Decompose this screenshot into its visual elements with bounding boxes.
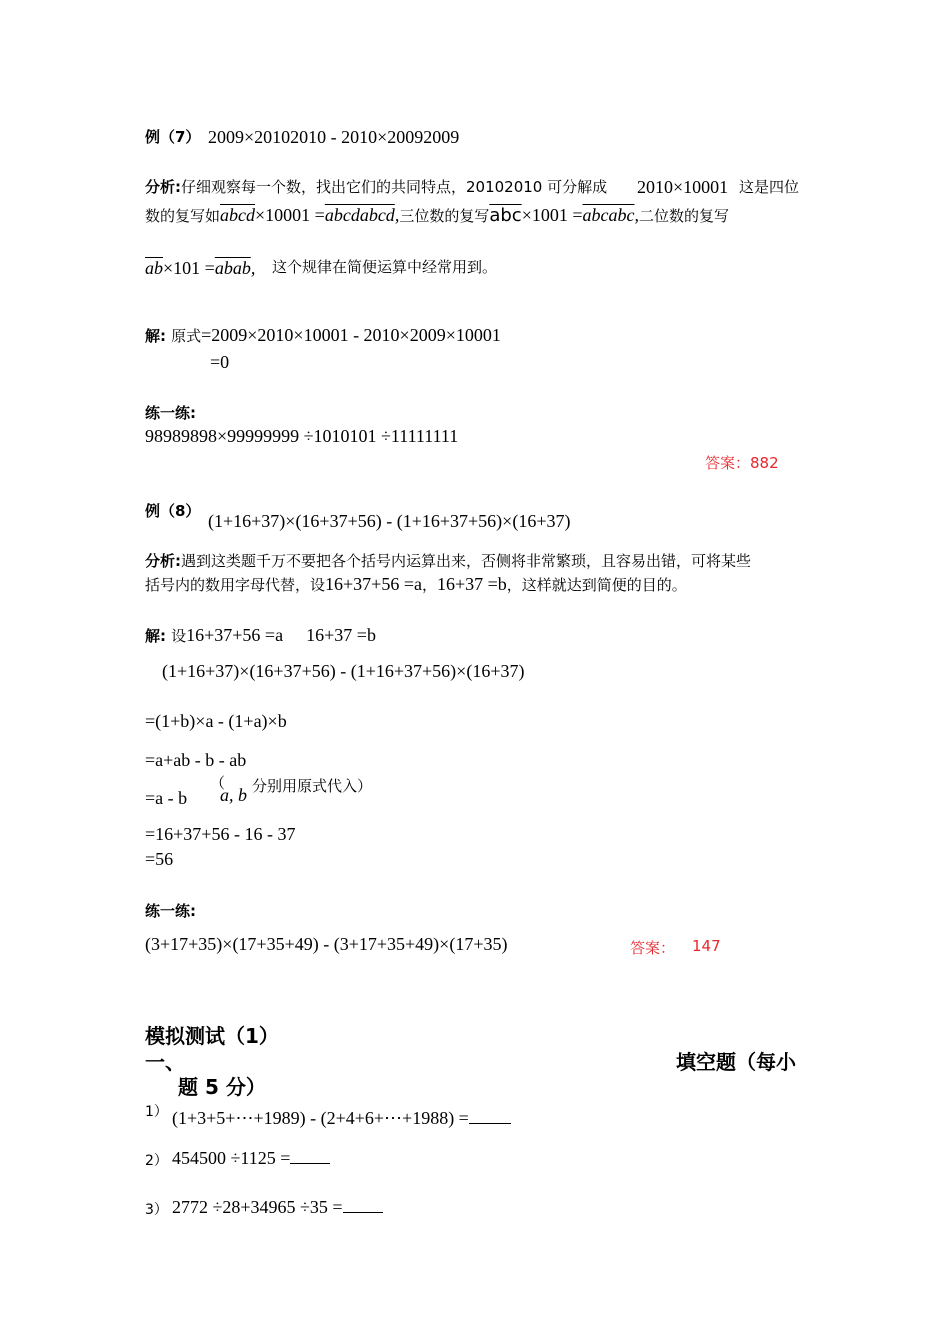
answer-blank[interactable] <box>469 1123 511 1124</box>
section-title: 填空题（每小 <box>676 1050 796 1074</box>
example7-expression: 2009×20102010 - 2010×20092009 <box>208 127 460 147</box>
comma: , <box>394 205 400 225</box>
overline-abc: $\overline{abc}$ <box>489 205 522 226</box>
solution-step1: =(1+b)×a - (1+a)×b <box>145 711 287 731</box>
solution-step3: =a - b <box>145 788 188 808</box>
analysis-label: 分析: <box>145 552 181 570</box>
analysis-text: 括号内的数用字母代替，设 <box>145 576 326 594</box>
solution-step2: =a+ab - b - ab <box>145 750 247 770</box>
decomposition-expression: 2010×10001 <box>637 177 729 197</box>
step3-note: 分别用原式代入） <box>252 777 373 795</box>
practice-expression: (3+17+35)×(17+35+49) - (3+17+35+49)×(17+35) <box>145 934 508 954</box>
example7-label: 例（7） <box>145 128 201 146</box>
example8-analysis-line1 <box>145 550 751 571</box>
math-op: ×10001 = <box>255 205 325 225</box>
analysis-text: ，这样就达到简便的目的。 <box>506 576 687 594</box>
analysis-text-end: 这是四位 <box>739 178 800 196</box>
example8-label: 例（8） <box>145 502 201 520</box>
overline-ab: $\overline{ab}$ <box>145 258 163 278</box>
answer-text: 答案：882 <box>705 454 779 472</box>
question2-number: 2） <box>145 1153 168 1169</box>
overline-abcd: abcd <box>220 205 256 225</box>
solution-label: 解: <box>145 327 166 345</box>
separator: ， <box>421 576 437 594</box>
question3-expression: 2772 ÷28+34965 ÷35 = <box>172 1197 343 1217</box>
question2-expression: 454500 ÷1125 = <box>172 1148 291 1168</box>
example8-solution-set <box>145 625 376 646</box>
question3 <box>172 1197 383 1218</box>
set-b: 16+37 =b <box>306 625 376 645</box>
set-a: 16+37+56 =a <box>186 625 284 645</box>
step3-paren: （ <box>210 774 226 792</box>
set-word: 设 <box>171 627 187 645</box>
example7-analysis-line2 <box>145 205 729 226</box>
analysis-text: 仔细观察每一个数，找出它们的共同特点，20102010 可分解成 <box>181 178 608 196</box>
analysis-text: 二位数的复写 <box>638 207 729 225</box>
question3-number: 3） <box>145 1202 168 1218</box>
solution-line1: =2009×2010×10001 - 2010×2009×10001 <box>201 325 501 345</box>
substitution-a: 16+37+56 =a <box>325 574 422 594</box>
substitution-b: 16+37 =b <box>436 574 507 594</box>
question1 <box>172 1108 511 1129</box>
solution-step0: (1+16+37)×(16+37+56) - (1+16+37+56)×(16+37) <box>162 661 525 681</box>
comma: , <box>250 258 256 278</box>
analysis-text: 三位数的复写 <box>399 207 490 225</box>
example7-analysis-line1 <box>145 176 607 197</box>
answer-blank[interactable] <box>343 1212 383 1213</box>
question2 <box>172 1148 330 1169</box>
step3-vars: a, b <box>220 785 247 805</box>
answer-blank[interactable] <box>290 1163 330 1164</box>
question1-number: 1） <box>145 1104 168 1120</box>
solution-label: 解: <box>145 627 166 645</box>
answer-value: 147 <box>692 937 721 955</box>
solution-line2: =0 <box>210 352 230 372</box>
question1-expression: (1+3+5+⋯+1989) - (2+4+6+⋯+1988) = <box>172 1108 469 1128</box>
practice-expression: 98989898×99999999 ÷1010101 ÷11111111 <box>145 426 459 446</box>
solution-origin: 原式 <box>171 327 202 345</box>
overline-abcabc: abcabc <box>582 205 635 225</box>
section-number: 一、 <box>145 1050 185 1074</box>
analysis-text: 数的复写如 <box>145 207 221 225</box>
test-title: 模拟测试（1） <box>145 1024 279 1048</box>
solution-step4: =16+37+56 - 16 - 37 <box>145 824 296 844</box>
analysis-label: 分析: <box>145 178 181 196</box>
section-title-cont: 题 5 分） <box>178 1075 266 1099</box>
practice-label: 练一练: <box>145 404 196 422</box>
example7-solution <box>145 325 501 346</box>
math-op: ×1001 = <box>521 205 583 225</box>
answer-label: 答案： <box>630 939 676 957</box>
overline-abcdabcd: abcdabcd <box>324 205 395 225</box>
example8-analysis-line2 <box>145 574 687 595</box>
solution-step5: =56 <box>145 849 174 869</box>
overline-abab: abab <box>214 258 251 278</box>
analysis-text: 遇到这类题千万不要把各个括号内运算出来，否侧将非常繁琐，且容易出错，可将某些 <box>181 552 752 570</box>
example8-expression: (1+16+37)×(16+37+56) - (1+16+37+56)×(16+37) <box>208 511 571 531</box>
rule-note: 这个规律在简便运算中经常用到。 <box>272 258 498 276</box>
comma: , <box>634 205 639 225</box>
example7-analysis-line3 <box>145 258 255 279</box>
practice-label: 练一练: <box>145 902 196 920</box>
math-op: ×101 = <box>163 258 215 278</box>
